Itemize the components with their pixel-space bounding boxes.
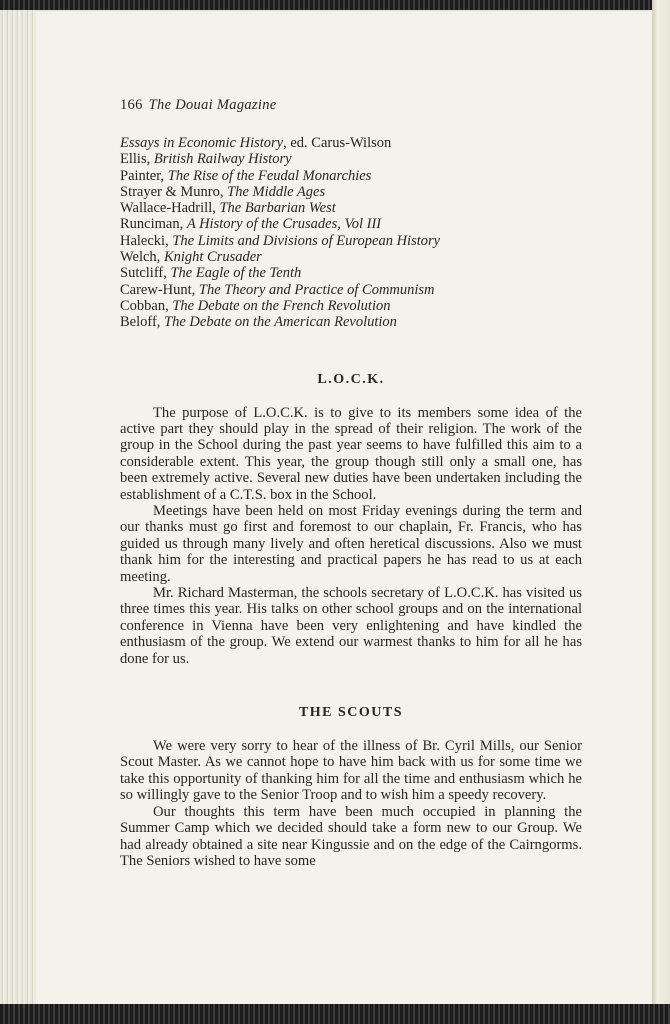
lock-paragraph: Mr. Richard Masterman, the schools secretary of L.O.C.K. has visited us three times this year. His talks on other school groups and on the international conference in Vienna have been very enlightening and have kindled the enthusiasm of the group. We extend our warmest thanks to him for all he has done for us. [120, 585, 582, 667]
lock-heading: L.O.C.K. [317, 371, 385, 387]
book-author: Halecki, [120, 232, 173, 249]
lock-paragraph: The purpose of L.O.C.K. is to give to its members some idea of the active part they should play in the spread of their religion. The work of the group in the School during the past year seems to have fulfilled this aim to a considerable extent. This year, the group though still only a small one, has been extremely active. Several new duties have been undertaken including the establishment of a C.T.S. box in the School. [120, 404, 582, 503]
book-editor: , ed. Carus-Wilson [283, 135, 392, 151]
lock-section [120, 405, 582, 668]
book-author: Carew-Hunt, [120, 281, 199, 298]
page-content [120, 96, 582, 869]
book-title: The Debate on the French Revolution [172, 297, 391, 314]
book-list-item [120, 168, 582, 184]
book-title: Knight Crusader [163, 249, 262, 266]
book-title: The Limits and Divisions of European History [172, 232, 441, 249]
book-list-item [120, 298, 582, 314]
book-author: Ellis, [120, 151, 154, 168]
scouts-section [120, 738, 582, 869]
book-author: Cobban, [120, 297, 173, 314]
book-list-item [120, 233, 582, 249]
page-right-edge [652, 0, 670, 1024]
book-title: The Barbarian West [219, 200, 336, 217]
book-author: Wallace-Hadrill, [120, 200, 220, 217]
book-list-item [120, 265, 582, 281]
book-author: Runciman, [120, 216, 187, 233]
book-title: The Debate on the American Revolution [164, 314, 397, 331]
book-list-item [120, 184, 582, 200]
book-list-item [120, 314, 582, 330]
book-author: Beloff, [120, 314, 165, 331]
lock-paragraph: Meetings have been held on most Friday evenings during the term and our thanks must go first and foremost to our chaplain, Fr. Francis, who has guided us through many lively and often heretical discussions. Also we must thank him for the interesting and practical papers he has read to us at each meeting. [120, 503, 582, 585]
book-title: The Middle Ages [227, 183, 326, 200]
book-title: Essays in Economic History [120, 135, 284, 151]
book-author: Sutcliff, [120, 265, 171, 282]
scouts-paragraph: We were very sorry to hear of the illness of Br. Cyril Mills, our Senior Scout Master. As we cannot hope to have him back with us for some time we take this opportunity of thanking him for all the time and enthusiasm which he so willingly gave to the Senior Troop and to wish him a speedy recovery. [120, 738, 582, 804]
book-list-item [120, 151, 582, 167]
book-list-item [120, 216, 582, 232]
book-title: A History of the Crusades, Vol III [186, 216, 382, 233]
book-author: Strayer & Munro, [120, 183, 228, 200]
book-list [120, 135, 582, 331]
magazine-title: The Douai Magazine [148, 97, 277, 113]
book-list-item [120, 200, 582, 216]
book-title: The Rise of the Feudal Monarchies [167, 167, 372, 184]
page-leaves-edge [0, 10, 36, 1008]
book-author: Welch, [120, 249, 164, 266]
book-list-item [120, 282, 582, 298]
binding-bottom-edge [0, 1004, 670, 1024]
book-title: The Theory and Practice of Communism [198, 281, 435, 298]
scouts-paragraph: Our thoughts this term have been much occupied in planning the Summer Camp which we decided should take a form new to our Group. We had already obtained a site near Kingussie and on the edge of the Cairngorms. The Seniors wished to have some [120, 803, 582, 869]
book-author: Painter, [120, 167, 168, 184]
page-number: 166 [120, 97, 143, 113]
book-list-item [120, 135, 582, 151]
scouts-heading: THE SCOUTS [298, 705, 404, 721]
book-title: British Railway History [153, 151, 292, 168]
running-head [120, 96, 582, 114]
book-title: The Eagle of the Tenth [170, 265, 302, 282]
book-list-item [120, 249, 582, 265]
